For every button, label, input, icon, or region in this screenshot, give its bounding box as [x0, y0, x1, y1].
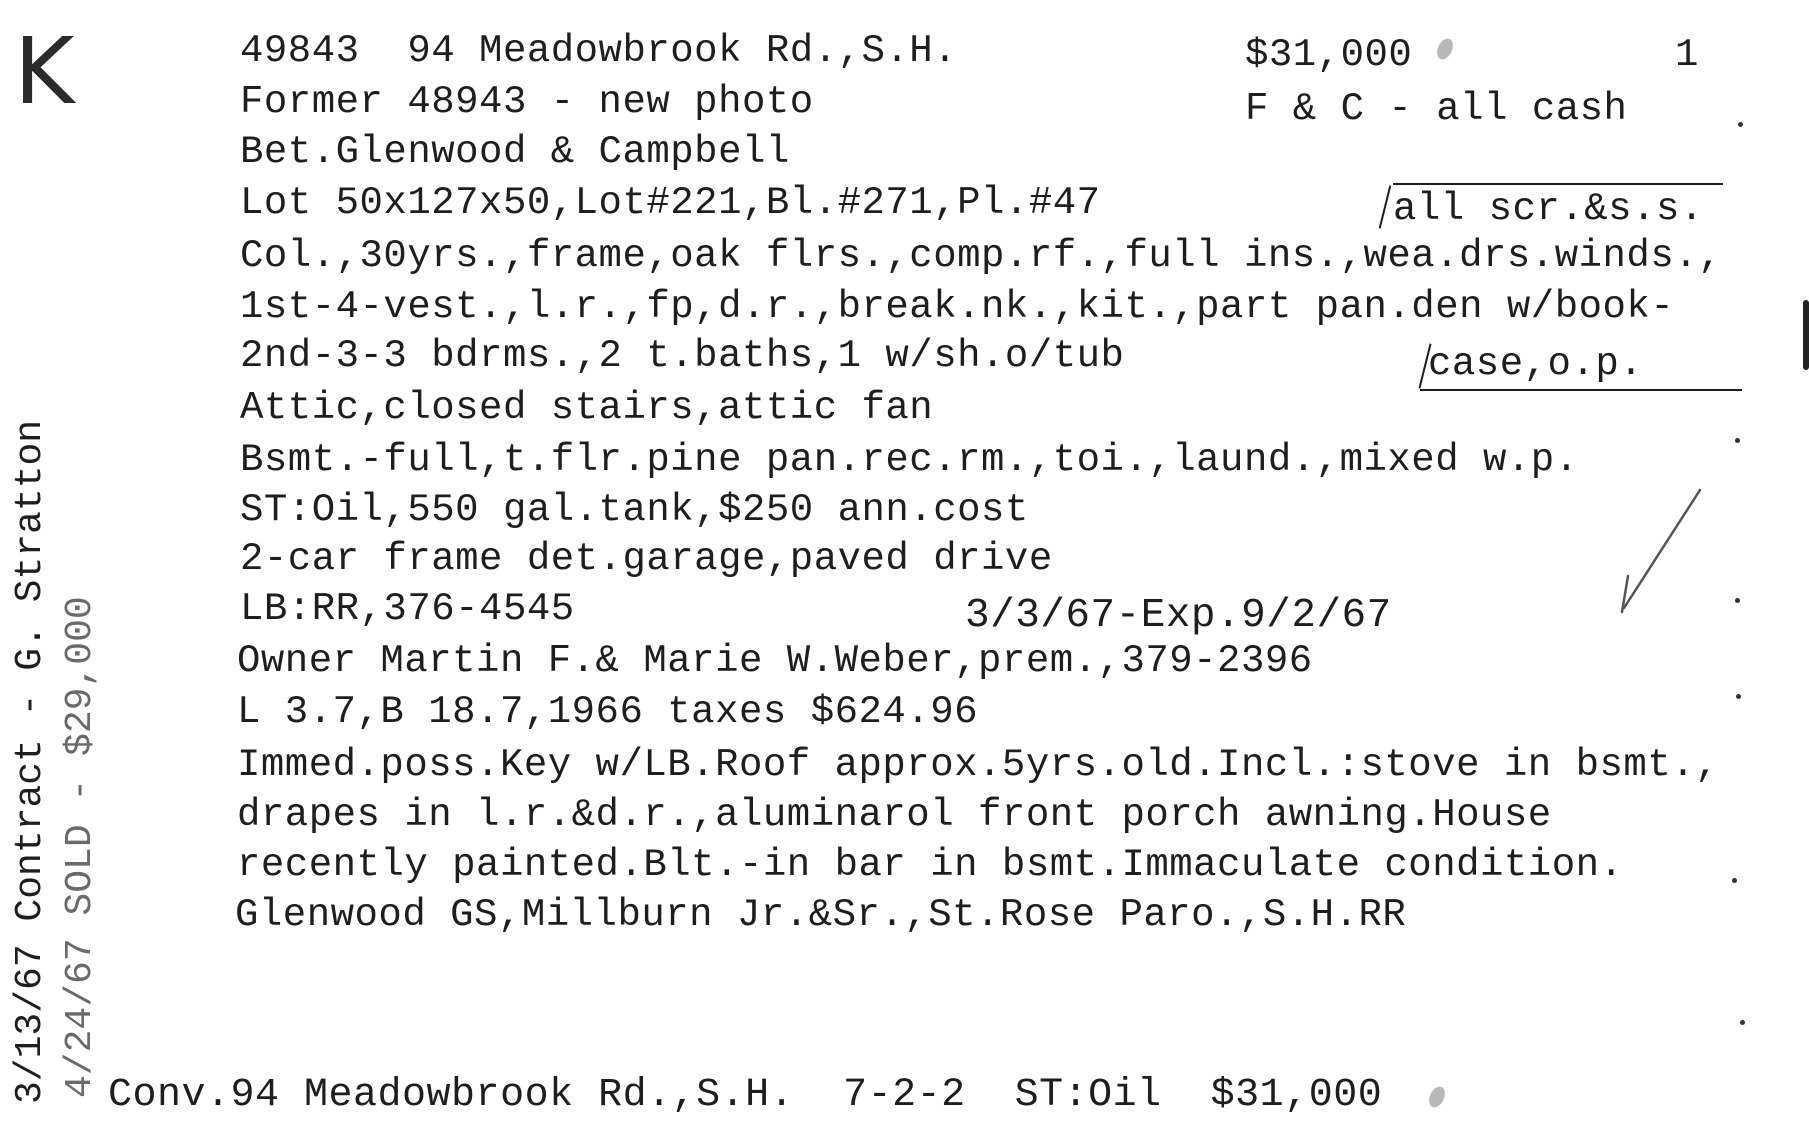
side-note-sold: 4/24/67 SOLD - $29,000 [59, 596, 102, 1098]
line-remarks-2: drapes in l.r.&d.r.,aluminarol front porch awning.House [237, 793, 1552, 837]
speck [1740, 1020, 1745, 1025]
line-garage: 2-car frame det.garage,paved drive [240, 537, 1053, 581]
line-former-number: Former 48943 - new photo [240, 80, 814, 124]
line-cross-streets: Bet.Glenwood & Campbell [240, 130, 790, 174]
line-remarks-3: recently painted.Blt.-in bar in bsmt.Immaculate condition. [237, 843, 1624, 887]
line-second-floor: 2nd-3-3 bdrms.,2 t.baths,1 w/sh.o/tub [240, 334, 1125, 378]
line-first-floor: 1st-4-vest.,l.r.,fp,d.r.,break.nk.,kit.,part pan.den w/book- [240, 285, 1675, 329]
card-number: 1 [1675, 33, 1699, 77]
line-owner: Owner Martin F.& Marie W.Weber,prem.,379-2396 [237, 639, 1313, 683]
line-schools: Glenwood GS,Millburn Jr.&Sr.,St.Rose Paro.,S.H.RR [235, 893, 1407, 937]
listing-dates: 3/3/67-Exp.9/2/67 [965, 593, 1392, 639]
footer-summary: Conv.94 Meadowbrook Rd.,S.H. 7-2-2 ST:Oil $31,000 [108, 1073, 1383, 1118]
terms: F & C - all cash [1245, 87, 1628, 131]
line-listing-address: 49843 94 Meadowbrook Rd.,S.H. [240, 29, 958, 73]
card-edge [1803, 300, 1809, 370]
note-case-rule [1420, 389, 1742, 391]
ink-smudge [1434, 36, 1456, 62]
speck [1738, 122, 1743, 127]
line-taxes: L 3.7,B 18.7,1966 taxes $624.96 [237, 690, 979, 734]
footer-ink-smudge [1426, 1084, 1448, 1110]
note-screens: all scr.&s.s. [1393, 187, 1704, 231]
line-lockbox: LB:RR,376-4545 [240, 587, 575, 631]
note-screens-rule [1393, 183, 1723, 185]
note-screens-slash [1379, 185, 1392, 228]
handwritten-letter: K [14, 18, 75, 125]
speck [1735, 598, 1740, 603]
check-mark [1610, 480, 1730, 620]
line-construction: Col.,30yrs.,frame,oak flrs.,comp.rf.,full ins.,wea.drs.winds., [240, 234, 1723, 278]
speck [1736, 694, 1741, 699]
price: $31,000 [1245, 33, 1413, 77]
line-heating: ST:Oil,550 gal.tank,$250 ann.cost [240, 488, 1029, 532]
note-case: case,o.p. [1428, 342, 1644, 386]
speck [1735, 438, 1740, 443]
speck [1732, 878, 1737, 883]
line-attic: Attic,closed stairs,attic fan [240, 386, 934, 430]
line-basement: Bsmt.-full,t.flr.pine pan.rec.rm.,toi.,laund.,mixed w.p. [240, 438, 1579, 482]
line-lot: Lot 50x127x50,Lot#221,Bl.#271,Pl.#47 [240, 181, 1101, 225]
line-remarks-1: Immed.poss.Key w/LB.Roof approx.5yrs.old.Incl.:stove in bsmt., [237, 743, 1720, 787]
side-note-contract: 3/13/67 Contract - G. Stratton [9, 419, 52, 1104]
